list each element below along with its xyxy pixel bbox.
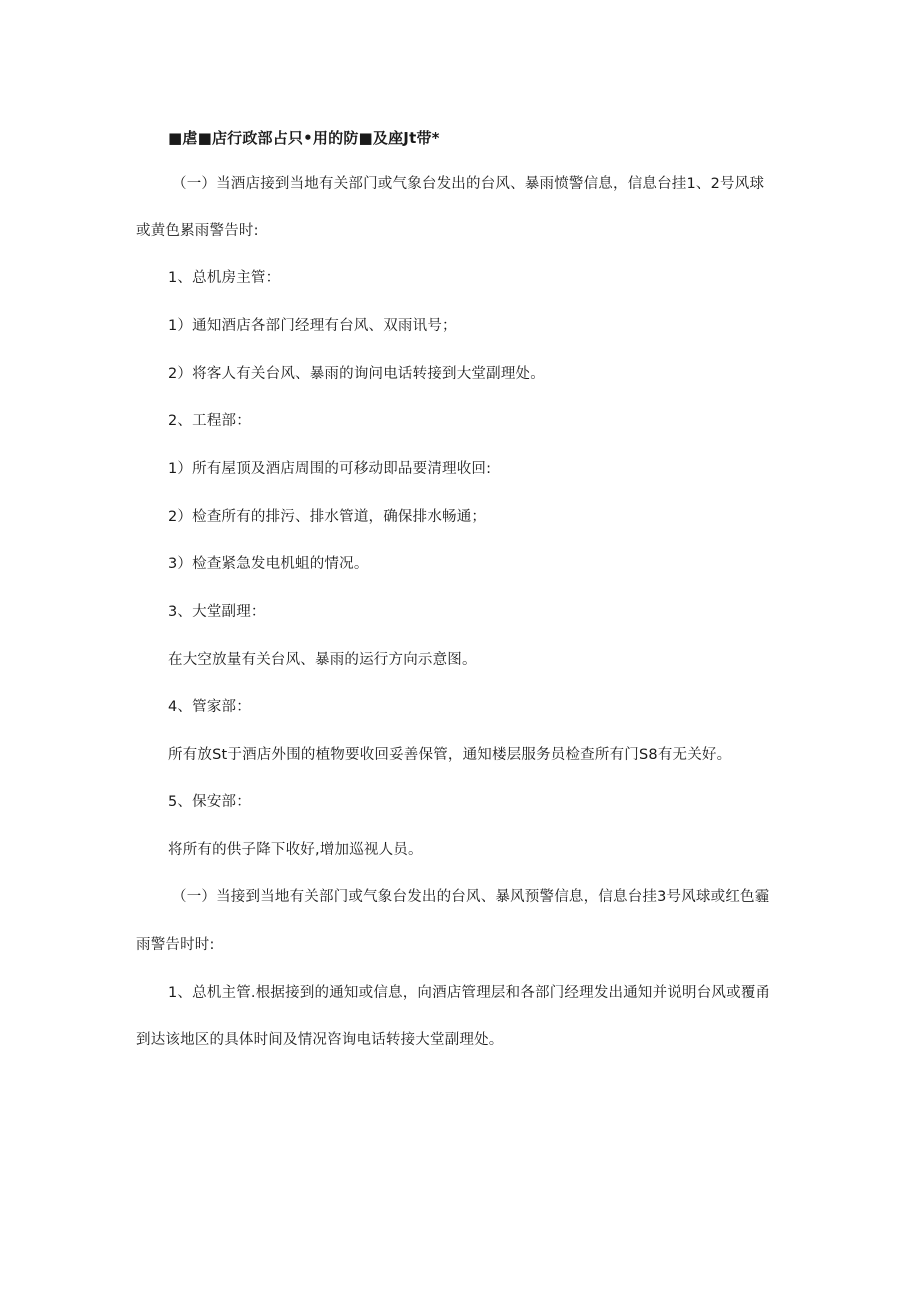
item2-point1: 1）所有屋顶及酒店周围的可移动即品要清理收回: xyxy=(168,461,492,477)
item3-text: 在大空放量有关台风、暴雨的运行方向示意图。 xyxy=(168,652,477,668)
item2-heading: 2、工程部： xyxy=(168,413,251,429)
item2-point2: 2）检查所有的排污、排水管道，确保排水畅通； xyxy=(168,509,487,525)
document-title: ■虐■店行政部占只•用的防■及座Jt带* xyxy=(168,129,440,147)
item5-heading: 5、保安部： xyxy=(168,794,251,810)
item3-heading: 3、大堂副理： xyxy=(168,604,266,620)
section1-intro-line2: 或黄色累雨警告时: xyxy=(136,223,259,239)
item1-point1: 1）通知酒店各部门经理有台风、双雨讯号； xyxy=(168,318,457,334)
section2-item1-line2: 到达该地区的具体时间及情况咨询电话转接大堂副理处。 xyxy=(136,1032,504,1048)
item1-point2: 2）将客人有关台风、暴雨的询问电话转接到大堂副理处。 xyxy=(168,366,545,382)
item4-text: 所有放St于酒店外围的植物要收回妥善保管，通知楼层服务员检查所有门S8有无关好。 xyxy=(168,747,732,763)
section2-intro-line2: 雨警告时时: xyxy=(136,937,215,953)
section2-item1-line1: 1、总机主管.根据接到的通知或信息，向酒店管理层和各部门经理发出通知并说明台风或覆甬 xyxy=(168,985,771,1001)
item1-heading: 1、总机房主管： xyxy=(168,270,281,286)
section2-intro-line1: （一）当接到当地有关部门或气象台发出的台风、暴风预警信息，信息台挂3号风球或红色霾 xyxy=(172,889,770,905)
item5-text: 将所有的供子降下收好,增加巡视人员。 xyxy=(168,842,423,858)
item2-point3: 3）检查紧急发电机蛆的情况。 xyxy=(168,556,369,572)
item4-heading: 4、管家部： xyxy=(168,699,251,715)
section1-intro-line1: （一）当酒店接到当地有关部门或气象台发出的台风、暴雨愤警信息，信息台挂1、2号风球 xyxy=(172,176,765,192)
